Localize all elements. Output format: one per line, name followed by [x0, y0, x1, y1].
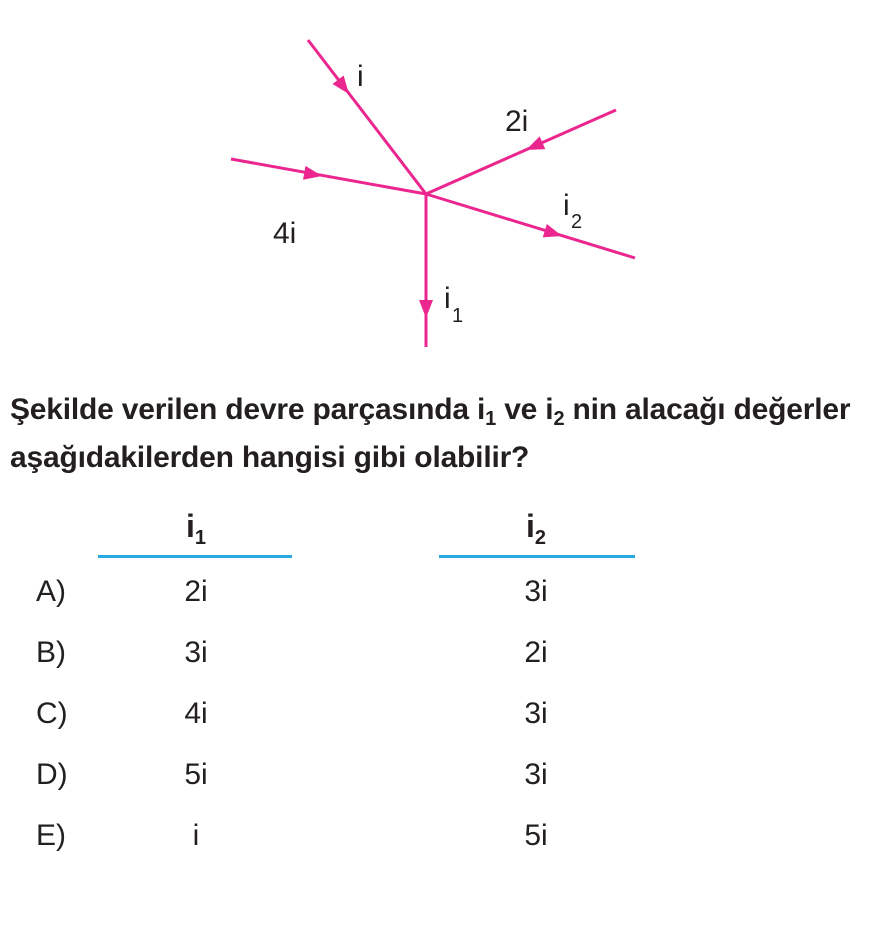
option-letter: A) — [36, 575, 66, 608]
wire-i-top — [308, 40, 426, 194]
label-i1: i — [444, 282, 451, 315]
option-i1-value: 3i — [184, 636, 208, 669]
option-i2-value: 3i — [524, 758, 548, 791]
option-row-a[interactable] — [0, 575, 874, 615]
label-4i: 4i — [273, 217, 297, 250]
column-header-i1-base: i — [185, 508, 195, 544]
option-row-b[interactable] — [0, 636, 874, 676]
question-subscript-1: 1 — [485, 408, 497, 430]
label-i2: i — [563, 189, 570, 222]
wire-4i — [231, 159, 426, 194]
option-i2-value: 5i — [524, 819, 548, 852]
option-i2-value: 3i — [524, 575, 548, 608]
question-text — [10, 386, 870, 482]
column-header-i2 — [476, 508, 596, 549]
option-i1-value: 2i — [184, 575, 208, 608]
question-part-2: ve i — [496, 393, 554, 426]
column-header-i2-base: i — [525, 508, 535, 544]
column-header-i1 — [136, 508, 256, 549]
option-row-c[interactable] — [0, 697, 874, 737]
label-2i: 2i — [505, 105, 529, 138]
option-i1-value: 4i — [184, 697, 208, 730]
column-rule-i2 — [439, 555, 635, 558]
label-i2-subscript: 2 — [571, 211, 583, 233]
question-part-3: nin alacağı değerler aşağıdakilerden hangisi gibi olabilir? — [10, 393, 851, 474]
question-part-1: Şekilde verilen devre parçasında i — [10, 393, 486, 426]
circuit-junction-diagram — [0, 0, 874, 360]
option-row-e[interactable] — [0, 819, 874, 859]
arrow-icon-i2 — [543, 224, 564, 243]
wire-i2 — [426, 194, 635, 258]
column-header-i1-subscript: 1 — [194, 527, 206, 549]
question-subscript-2: 2 — [553, 408, 565, 430]
option-letter: B) — [36, 636, 66, 669]
option-i2-value: 3i — [524, 697, 548, 730]
column-header-i2-subscript: 2 — [534, 527, 546, 549]
option-row-d[interactable] — [0, 758, 874, 798]
label-i-top: i — [357, 60, 364, 93]
label-i1-subscript: 1 — [452, 305, 464, 327]
arrow-icon-2i — [523, 136, 545, 156]
option-i2-value: 2i — [524, 636, 548, 669]
option-letter: C) — [36, 697, 68, 730]
option-i1-value: i — [192, 819, 200, 852]
column-rule-i1 — [98, 555, 292, 558]
arrow-icon-i1 — [419, 300, 433, 318]
option-letter: E) — [36, 819, 66, 852]
option-i1-value: 5i — [184, 758, 208, 791]
option-letter: D) — [36, 758, 68, 791]
